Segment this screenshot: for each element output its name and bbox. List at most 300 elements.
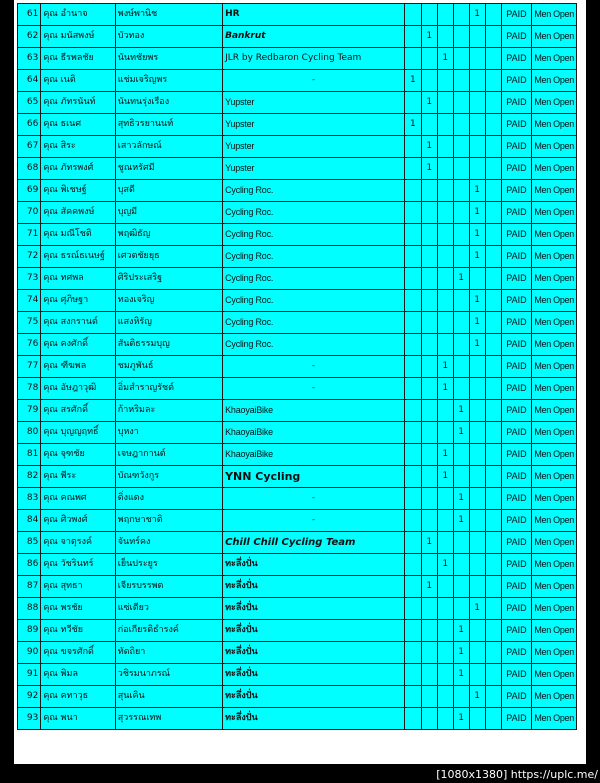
mark-cell [469,422,485,444]
category-cell: Men Open [532,400,577,422]
first-name-cell: คุณ สัคคพงษ์ [41,202,115,224]
mark-cell [421,686,437,708]
participant-table-body [18,4,577,730]
last-name-cell: ดิ่งแดง [115,488,222,510]
table-row [18,466,577,488]
table-row [18,554,577,576]
last-name-cell: ก้าหริมละ [115,400,222,422]
last-name-cell: แช่มเจริญพร [115,70,222,92]
last-name-cell: พฤฒิธัญ [115,224,222,246]
first-name-cell: คุณ คงศักดิ์ [41,334,115,356]
payment-status-cell: PAID [501,378,532,400]
mark-cell [469,48,485,70]
mark-cell [421,400,437,422]
team-cell: ทะลึ่งปั่น [223,686,405,708]
mark-cell [469,114,485,136]
mark-cell [453,26,469,48]
table-row [18,532,577,554]
first-name-cell: คุณ คทาวุธ [41,686,115,708]
mark-cell [485,708,501,730]
mark-cell [453,48,469,70]
table-row [18,378,577,400]
mark-cell: 1 [437,444,453,466]
table-row [18,598,577,620]
payment-status-cell: PAID [501,312,532,334]
table-row [18,356,577,378]
mark-cell [453,70,469,92]
first-name-cell: คุณ ศุภิษฐา [41,290,115,312]
mark-cell [485,114,501,136]
first-name-cell: คุณ พิมล [41,664,115,686]
team-cell: KhaoyaiBike [223,444,405,466]
mark-cell [485,554,501,576]
mark-cell [453,4,469,26]
mark-cell [453,576,469,598]
mark-cell [469,576,485,598]
row-number-cell: 64 [18,70,41,92]
payment-status-cell: PAID [501,70,532,92]
last-name-cell: พฤกษาชาติ [115,510,222,532]
mark-cell: 1 [469,598,485,620]
team-cell: Yupster [223,114,405,136]
participant-table [17,3,577,730]
mark-cell [421,708,437,730]
team-cell: JLR by Redbaron Cycling Team [223,48,405,70]
first-name-cell: คุณ สรศักดิ์ [41,400,115,422]
last-name-cell: เศวตชัยยุธ [115,246,222,268]
first-name-cell: คุณ พิเชษฐ์ [41,180,115,202]
first-name-cell: คุณ จาตุรงค์ [41,532,115,554]
mark-cell [404,378,421,400]
mark-cell [485,136,501,158]
mark-cell [404,334,421,356]
mark-cell [485,598,501,620]
table-row [18,180,577,202]
table-row [18,400,577,422]
category-cell: Men Open [532,444,577,466]
table-row [18,444,577,466]
payment-status-cell: PAID [501,422,532,444]
mark-cell: 1 [469,312,485,334]
mark-cell [469,268,485,290]
mark-cell [453,92,469,114]
payment-status-cell: PAID [501,510,532,532]
team-cell: ทะลึ่งปั่น [223,598,405,620]
mark-cell [437,576,453,598]
category-cell: Men Open [532,532,577,554]
last-name-cell: ชมภูพันธ์ [115,356,222,378]
team-cell: Yupster [223,136,405,158]
mark-cell [404,180,421,202]
mark-cell [453,378,469,400]
payment-status-cell: PAID [501,26,532,48]
mark-cell [485,334,501,356]
mark-cell [404,268,421,290]
mark-cell [421,466,437,488]
mark-cell: 1 [469,334,485,356]
team-cell: KhaoyaiBike [223,422,405,444]
mark-cell [469,642,485,664]
mark-cell [469,620,485,642]
mark-cell: 1 [421,532,437,554]
mark-cell: 1 [469,224,485,246]
table-row [18,664,577,686]
team-cell: Cycling Roc. [223,180,405,202]
category-cell: Men Open [532,466,577,488]
table-row [18,620,577,642]
mark-cell [485,312,501,334]
mark-cell [421,356,437,378]
first-name-cell: คุณ ทศพล [41,268,115,290]
mark-cell [469,26,485,48]
first-name-cell: คุณ ธีรพลชัย [41,48,115,70]
payment-status-cell: PAID [501,488,532,510]
mark-cell [421,268,437,290]
team-cell: Cycling Roc. [223,202,405,224]
mark-cell [453,158,469,180]
mark-cell [437,532,453,554]
mark-cell [469,532,485,554]
mark-cell [469,136,485,158]
mark-cell [453,334,469,356]
mark-cell [469,378,485,400]
first-name-cell: คุณ ธรณ์ธเนษฐ์ [41,246,115,268]
table-row [18,268,577,290]
payment-status-cell: PAID [501,554,532,576]
category-cell: Men Open [532,708,577,730]
mark-cell [453,136,469,158]
mark-cell: 1 [453,268,469,290]
table-row [18,334,577,356]
category-cell: Men Open [532,268,577,290]
row-number-cell: 82 [18,466,41,488]
mark-cell: 1 [453,708,469,730]
team-cell: - [223,510,405,532]
mark-cell: 1 [404,114,421,136]
table-row [18,422,577,444]
team-cell: Cycling Roc. [223,246,405,268]
row-number-cell: 67 [18,136,41,158]
last-name-cell: สุทธิวรยานนท์ [115,114,222,136]
mark-cell [485,180,501,202]
mark-cell [404,686,421,708]
mark-cell [437,180,453,202]
mark-cell: 1 [421,26,437,48]
row-number-cell: 78 [18,378,41,400]
mark-cell [485,532,501,554]
payment-status-cell: PAID [501,224,532,246]
team-cell: Cycling Roc. [223,268,405,290]
category-cell: Men Open [532,158,577,180]
mark-cell [485,488,501,510]
row-number-cell: 80 [18,422,41,444]
row-number-cell: 87 [18,576,41,598]
payment-status-cell: PAID [501,686,532,708]
mark-cell [404,92,421,114]
mark-cell: 1 [453,620,469,642]
first-name-cell: คุณ ภัทรพงศ์ [41,158,115,180]
first-name-cell: คุณ ธเนศ [41,114,115,136]
category-cell: Men Open [532,114,577,136]
row-number-cell: 76 [18,334,41,356]
row-number-cell: 68 [18,158,41,180]
mark-cell [404,312,421,334]
mark-cell [453,356,469,378]
mark-cell: 1 [469,4,485,26]
last-name-cell: สันติธรรมบุญ [115,334,222,356]
mark-cell [485,510,501,532]
table-row [18,4,577,26]
mark-cell [485,444,501,466]
mark-cell [469,356,485,378]
mark-cell [437,158,453,180]
last-name-cell: เย็นประยูร [115,554,222,576]
first-name-cell: คุณ พรชัย [41,598,115,620]
mark-cell [421,488,437,510]
mark-cell [421,554,437,576]
first-name-cell: คุณ อัษฎาวุฒิ [41,378,115,400]
payment-status-cell: PAID [501,620,532,642]
last-name-cell: แสงหิรัญ [115,312,222,334]
team-cell: ทะลึ่งปั่น [223,620,405,642]
last-name-cell: อิ่มสำราญรัชต์ [115,378,222,400]
row-number-cell: 77 [18,356,41,378]
row-number-cell: 69 [18,180,41,202]
mark-cell [404,158,421,180]
team-cell: Cycling Roc. [223,224,405,246]
payment-status-cell: PAID [501,48,532,70]
mark-cell [485,466,501,488]
payment-status-cell: PAID [501,158,532,180]
payment-status-cell: PAID [501,334,532,356]
first-name-cell: คุณ บุญญฤทธิ์ [41,422,115,444]
category-cell: Men Open [532,26,577,48]
mark-cell: 1 [469,246,485,268]
payment-status-cell: PAID [501,246,532,268]
mark-cell [437,26,453,48]
category-cell: Men Open [532,136,577,158]
mark-cell [485,356,501,378]
table-row [18,202,577,224]
row-number-cell: 66 [18,114,41,136]
mark-cell: 1 [421,92,437,114]
mark-cell [453,224,469,246]
mark-cell [421,312,437,334]
team-cell: Cycling Roc. [223,290,405,312]
last-name-cell: ชูณหรัศมี [115,158,222,180]
team-cell: - [223,356,405,378]
mark-cell [404,708,421,730]
image-size-watermark: [1080x1380] https://uplc.me/ [436,768,598,781]
mark-cell: 1 [437,554,453,576]
row-number-cell: 70 [18,202,41,224]
first-name-cell: คุณ มนัสพงษ์ [41,26,115,48]
mark-cell [421,334,437,356]
last-name-cell: บุญมี [115,202,222,224]
mark-cell: 1 [453,510,469,532]
category-cell: Men Open [532,642,577,664]
mark-cell [404,642,421,664]
mark-cell [437,400,453,422]
mark-cell: 1 [453,664,469,686]
mark-cell [485,576,501,598]
mark-cell [404,664,421,686]
table-row [18,48,577,70]
mark-cell [404,136,421,158]
row-number-cell: 93 [18,708,41,730]
last-name-cell: แซ่เตียว [115,598,222,620]
mark-cell [404,554,421,576]
mark-cell [404,532,421,554]
mark-cell [469,400,485,422]
mark-cell [437,510,453,532]
row-number-cell: 75 [18,312,41,334]
mark-cell [485,26,501,48]
mark-cell [404,202,421,224]
first-name-cell: คุณ พีระ [41,466,115,488]
table-row [18,158,577,180]
last-name-cell: ทองเจริญ [115,290,222,312]
mark-cell [469,466,485,488]
table-row [18,136,577,158]
category-cell: Men Open [532,686,577,708]
mark-cell: 1 [437,466,453,488]
last-name-cell: พงษ์พานิช [115,4,222,26]
category-cell: Men Open [532,70,577,92]
category-cell: Men Open [532,378,577,400]
mark-cell [421,664,437,686]
category-cell: Men Open [532,48,577,70]
table-row [18,290,577,312]
payment-status-cell: PAID [501,4,532,26]
mark-cell [453,554,469,576]
first-name-cell: คุณ พนา [41,708,115,730]
mark-cell [437,114,453,136]
mark-cell [485,70,501,92]
mark-cell [421,598,437,620]
mark-cell [404,620,421,642]
mark-cell [469,70,485,92]
first-name-cell: คุณ สงกรานต์ [41,312,115,334]
mark-cell: 1 [437,356,453,378]
mark-cell [404,290,421,312]
row-number-cell: 73 [18,268,41,290]
mark-cell [485,224,501,246]
row-number-cell: 79 [18,400,41,422]
mark-cell [485,400,501,422]
last-name-cell: บัวทอง [115,26,222,48]
row-number-cell: 81 [18,444,41,466]
mark-cell [437,642,453,664]
mark-cell [485,48,501,70]
first-name-cell: คุณ มณีโชติ [41,224,115,246]
last-name-cell: บุหงา [115,422,222,444]
team-cell: - [223,488,405,510]
category-cell: Men Open [532,422,577,444]
mark-cell [437,686,453,708]
mark-cell [404,466,421,488]
row-number-cell: 91 [18,664,41,686]
payment-status-cell: PAID [501,92,532,114]
first-name-cell: คุณ จุฑชัย [41,444,115,466]
mark-cell [437,312,453,334]
row-number-cell: 71 [18,224,41,246]
mark-cell [437,70,453,92]
mark-cell [469,158,485,180]
last-name-cell: นันทชัยพร [115,48,222,70]
mark-cell [437,422,453,444]
mark-cell [453,180,469,202]
first-name-cell: คุณ วัชรินทร์ [41,554,115,576]
mark-cell [421,642,437,664]
mark-cell [404,4,421,26]
team-cell: ทะลึ่งปั่น [223,642,405,664]
last-name-cell: บัณฑวังกูร [115,466,222,488]
row-number-cell: 72 [18,246,41,268]
payment-status-cell: PAID [501,180,532,202]
category-cell: Men Open [532,510,577,532]
first-name-cell: คุณ อำนาจ [41,4,115,26]
first-name-cell: คุณ ฑีฆพล [41,356,115,378]
mark-cell [437,202,453,224]
mark-cell: 1 [469,202,485,224]
category-cell: Men Open [532,664,577,686]
last-name-cell: บุสดี [115,180,222,202]
mark-cell [437,4,453,26]
mark-cell [421,202,437,224]
table-row [18,114,577,136]
team-cell: - [223,378,405,400]
mark-cell [485,620,501,642]
payment-status-cell: PAID [501,598,532,620]
table-row [18,576,577,598]
mark-cell [469,488,485,510]
last-name-cell: สุนเคิน [115,686,222,708]
mark-cell [469,444,485,466]
payment-status-cell: PAID [501,466,532,488]
mark-cell: 1 [453,422,469,444]
table-row [18,686,577,708]
mark-cell [469,708,485,730]
mark-cell [404,224,421,246]
payment-status-cell: PAID [501,532,532,554]
mark-cell [437,598,453,620]
category-cell: Men Open [532,290,577,312]
mark-cell [404,356,421,378]
team-cell: Yupster [223,92,405,114]
row-number-cell: 88 [18,598,41,620]
payment-status-cell: PAID [501,136,532,158]
row-number-cell: 74 [18,290,41,312]
payment-status-cell: PAID [501,576,532,598]
first-name-cell: คุณ ทวีชัย [41,620,115,642]
mark-cell [453,290,469,312]
mark-cell [421,290,437,312]
mark-cell [437,268,453,290]
table-row [18,312,577,334]
category-cell: Men Open [532,598,577,620]
mark-cell [421,620,437,642]
last-name-cell: นันทนรุ่งเรือง [115,92,222,114]
last-name-cell: ศิริประเสริฐ [115,268,222,290]
row-number-cell: 62 [18,26,41,48]
mark-cell [404,422,421,444]
row-number-cell: 86 [18,554,41,576]
mark-cell: 1 [421,158,437,180]
payment-status-cell: PAID [501,290,532,312]
category-cell: Men Open [532,246,577,268]
mark-cell [421,48,437,70]
